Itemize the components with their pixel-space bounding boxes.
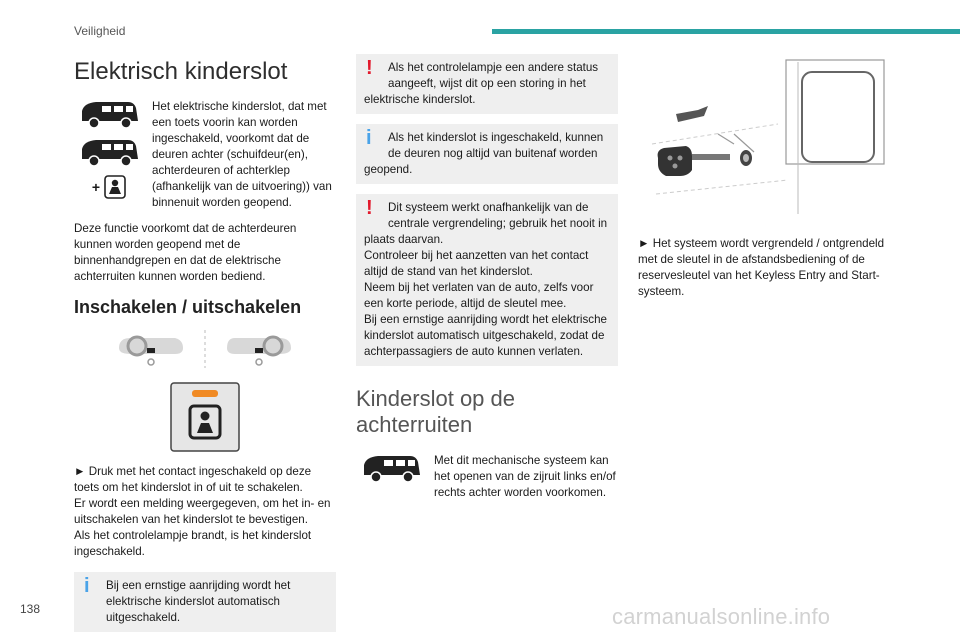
page-title: Elektrisch kinderslot [74, 58, 288, 85]
step-line: Er wordt een melding weergegeven, om het in- en uitschakelen van het kinderslot te bevestigen. [74, 496, 331, 526]
warning-note [356, 194, 618, 366]
warning-icon: ! [366, 197, 373, 219]
van-icon [358, 453, 424, 485]
accent-bar [492, 29, 960, 34]
note-text: Als het controlelampje een andere status aangeeft, wijst dit op een storing in het [388, 61, 599, 90]
section-heading: Inschakelen / uitschakelen [74, 296, 302, 317]
note-text: Controleer bij het aanzetten van het contact altijd de stand van het kinderslot. [364, 249, 589, 278]
step-marker: ► [74, 464, 86, 478]
section-label: Veiligheid [74, 24, 126, 38]
steering-wheel-icon [115, 326, 295, 372]
plus-sign: + [91, 178, 101, 195]
info-note [74, 572, 336, 632]
van-icon [76, 99, 142, 131]
child-lock-icon [104, 175, 126, 199]
child-lock-button-illustration [74, 382, 336, 452]
step-text: Druk met het contact ingeschakeld op deze toets om het kinderslot in of uit te schakelen. [74, 464, 312, 494]
step-text: Het systeem wordt vergrendeld / ontgrendeld met de sleutel in de afstandsbediening of de reservesleutel van het Keyless Entry and Start-systeem. [638, 237, 885, 298]
note-text: Dit systeem werkt onafhankelijk van de centrale vergrendeling; gebruik het nooit in [388, 201, 608, 230]
intro-text: Het elektrische kinderslot, dat met een toets voorin kan worden ingeschakeld, voorkomt dat de deuren achter (schuifdeur(en), achterdeuren of achterklep (afhankelijk van de uitvoering)) van binnenuit worden geopend. [152, 99, 332, 209]
window-lock-text: Met dit mechanische systeem kan het openen van de zijruit links en/of rechts achter worden voorkomen. [434, 453, 616, 499]
page-number: 138 [20, 602, 41, 616]
key-illustration [638, 54, 900, 224]
door-lock-icon [740, 150, 752, 166]
van-icon [76, 137, 142, 169]
note-text: Bij een ernstige aanrijding wordt het elektrische kinderslot automatisch uitgeschakeld. [106, 578, 291, 624]
info-icon: i [366, 127, 372, 149]
section-title: Kinderslot op de achterruiten [356, 386, 515, 438]
note-text: elektrische kinderslot. [364, 93, 476, 106]
step-line: Als het controlelampje brandt, is het kinderslot ingeschakeld. [74, 528, 312, 558]
activation-step [74, 464, 336, 560]
column-1 [74, 50, 336, 642]
note-text: Als het kinderslot is ingeschakeld, kunnen de deuren nog altijd van buitenaf worden [388, 131, 604, 160]
note-text: plaats daarvan. [364, 233, 444, 246]
child-lock-symbol [92, 175, 126, 199]
window-lock-icons [356, 453, 426, 501]
step-marker: ► [638, 237, 650, 250]
lock-step [638, 236, 900, 300]
note-text: Bij een ernstige aanrijding wordt het elektrische kinderslot automatisch uitgeschakeld, zodat de achterpassagiers de auto kunnen verlaten. [364, 313, 607, 358]
key-icon [638, 54, 900, 224]
note-text: geopend. [364, 163, 413, 176]
watermark: carmanualsonline.info [612, 604, 831, 629]
window-lock-block [356, 453, 618, 501]
child-lock-button-icon [170, 382, 240, 452]
warning-note [356, 54, 618, 114]
intro-icons [74, 99, 144, 211]
note-text: Neem bij het verlaten van de auto, zelfs voor een korte periode, altijd de sleutel mee. [364, 281, 594, 310]
info-note [356, 124, 618, 184]
column-3 [638, 50, 900, 312]
dashboard-illustration [74, 326, 336, 372]
function-text: Deze functie voorkomt dat de achterdeuren kunnen worden geopend met de binnenhandgrepen en dat de elektrische achterruiten kunnen worden bediend. [74, 221, 297, 283]
info-icon: i [84, 574, 90, 597]
warning-icon: ! [366, 57, 373, 79]
column-2 [356, 50, 618, 501]
intro-block [74, 99, 336, 211]
